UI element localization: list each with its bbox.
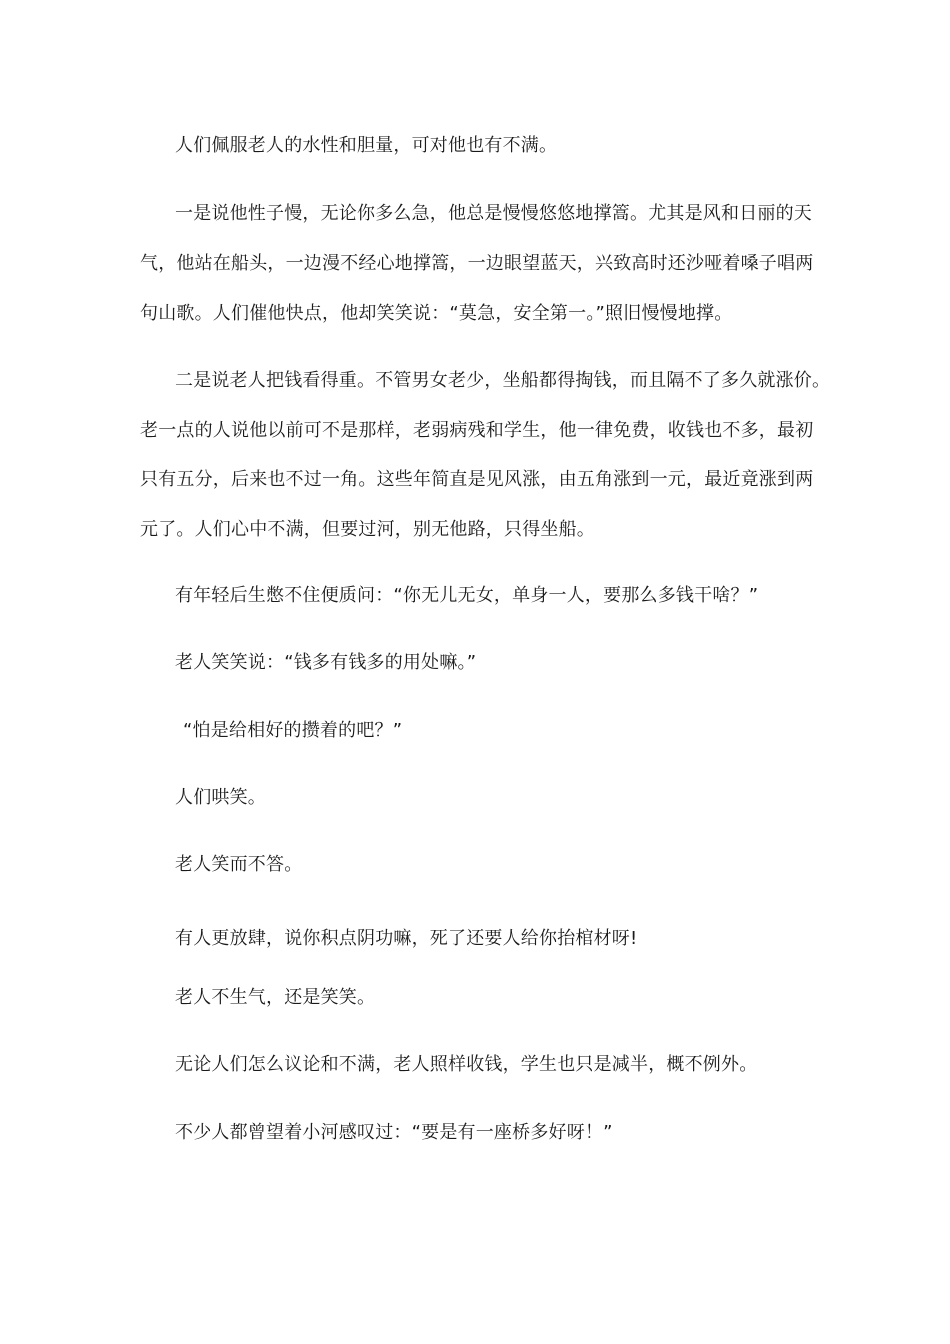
paragraph-11-line-1: 无论人们怎么议论和不满，老人照样收钱，学生也只是减半，概不例外。 (175, 1054, 758, 1075)
paragraph-8-line-1: 老人笑而不答。 (175, 854, 303, 875)
paragraph-4-line-1: 有年轻后生憋不住便质问：“你无儿无女，单身一人，要那么多钱干啥？” (175, 585, 759, 606)
paragraph-7-line-1: 人们哄笑。 (175, 787, 266, 808)
paragraph-12-line-1: 不少人都曾望着小河感叹过：“要是有一座桥多好呀！” (175, 1122, 613, 1143)
paragraph-6-line-1: “怕是给相好的攒着的吧？” (183, 720, 403, 741)
paragraph-1-line-1: 人们佩服老人的水性和胆量，可对他也有不满。 (175, 135, 558, 156)
paragraph-5-line-1: 老人笑笑说：“钱多有钱多的用处嘛。” (175, 652, 477, 673)
paragraph-3-line-2: 老一点的人说他以前可不是那样，老弱病残和学生，他一律免费，收钱也不多，最初 (140, 420, 814, 441)
paragraph-2-line-1: 一是说他性子慢，无论你多么急，他总是慢慢悠悠地撑篙。尤其是风和日丽的天 (175, 203, 812, 224)
paragraph-3-line-4: 元了。人们心中不满，但要过河，别无他路，只得坐船。 (140, 519, 595, 540)
paragraph-2-line-3: 句山歌。人们催他快点，他却笑笑说：“莫急，安全第一。”照旧慢慢地撑。 (140, 303, 733, 324)
paragraph-2-line-2: 气，他站在船头，一边漫不经心地撑篙，一边眼望蓝天，兴致高时还沙哑着嗓子唱两 (140, 253, 814, 274)
paragraph-3-line-1: 二是说老人把钱看得重。不管男女老少，坐船都得掏钱，而且隔不了多久就涨价。 (175, 370, 831, 391)
paragraph-3-line-3: 只有五分，后来也不过一角。这些年简直是见风涨，由五角涨到一元，最近竟涨到两 (140, 469, 814, 490)
paragraph-10-line-1: 老人不生气，还是笑笑。 (175, 987, 376, 1008)
paragraph-9-line-1: 有人更放肆，说你积点阴功嘛，死了还要人给你抬棺材呀! (175, 928, 638, 949)
